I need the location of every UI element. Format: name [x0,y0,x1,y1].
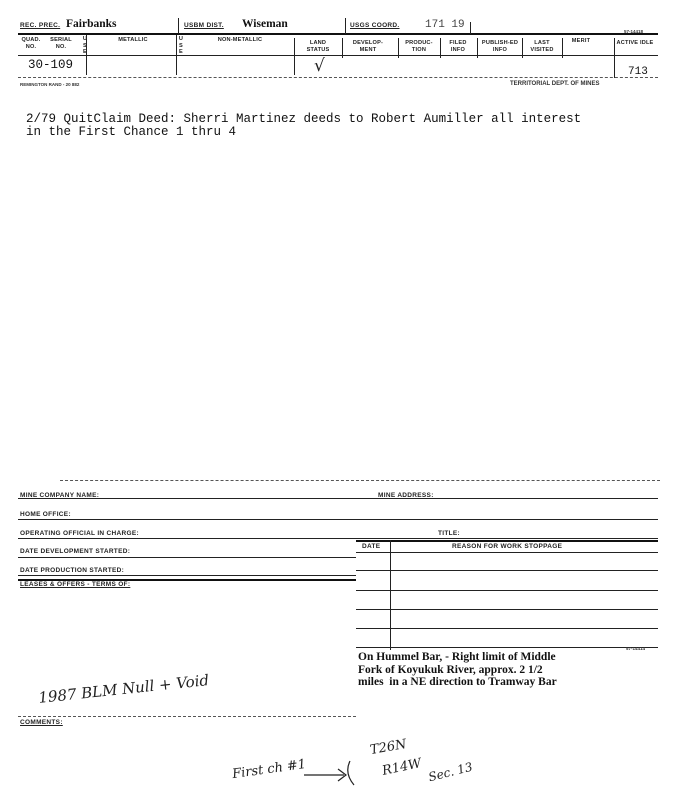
col-divider-merit [562,38,563,58]
land-status-mark: √ [314,56,325,76]
township-note: T26N [368,736,408,759]
stoppage-date-divider [390,540,391,650]
col-nonmetallic: NON-METALLIC [217,37,263,43]
col-divider-use-m [86,35,87,75]
col-divider-dev [342,38,343,58]
stoppage-row-4 [356,628,658,629]
form-number: 57-14418 [624,29,644,34]
footer-right-text: TERRITORIAL DEPT. OF MINES [510,81,600,87]
col-divider-use-nm [176,35,177,75]
col-divider-land [294,38,295,75]
date-development-label: DATE DEVELOPMENT STARTED: [20,548,131,555]
col-divider-pub [477,38,478,58]
col-last-visited: LAST VISITED [530,40,554,53]
stoppage-row-3 [356,609,658,610]
col-filed-info: FILED INFO [449,40,467,53]
col-merit: MERIT [571,38,591,44]
stoppage-reason-header: REASON FOR WORK STOPPAGE [452,543,563,550]
header-divider-1 [178,18,179,34]
usbm-dist-value: Wiseman [242,18,288,30]
operating-official-line [18,538,658,539]
col-use-nonmetallic: U S E [178,36,184,55]
range-note: R14W [380,756,423,779]
arrow-icon [300,757,360,787]
header-divider-2 [345,18,346,34]
form-number-2: 57-14414 [626,646,646,651]
col-active-idle: ACTIVE IDLE [616,40,654,46]
mine-address-label: MINE ADDRESS: [378,492,434,499]
title-label: TITLE: [438,530,461,537]
lower-form-top-dash [60,480,660,481]
comments-label: COMMENTS: [20,719,63,726]
col-land-status: LAND STATUS [306,40,330,53]
col-use-metallic: U S E [82,36,88,55]
col-quad-no: QUAD. NO. [21,37,41,50]
mine-company-name-label: MINE COMPANY NAME: [20,492,100,499]
location-note: On Hummel Bar, - Right limit of Middle Fork of Koyukuk River, approx. 2 1/2 miles in a NE direction to Tramway Bar [358,651,557,688]
col-divider-last [522,38,523,58]
col-development: DEVELOP-MENT [352,40,384,53]
header-divider-3 [470,22,471,34]
mine-company-line [18,498,658,499]
comments-line [18,716,356,717]
col-divider-prod [398,38,399,58]
leases-offers-label: LEASES & OFFERS - TERMS OF: [20,581,131,588]
operating-official-label: OPERATING OFFICIAL IN CHARGE: [20,530,139,537]
record-row-bottom [18,77,658,78]
home-office-label: HOME OFFICE: [20,511,71,518]
quad-serial-value: 30-109 [28,58,74,72]
rec-prec-label: REC. PREC. [20,22,61,29]
col-production: PRODUC-TION [405,40,433,53]
stoppage-table-top [356,540,658,542]
stoppage-date-header: DATE [362,543,381,550]
col-serial-no: SERIAL NO. [50,37,72,50]
footer-left-text: REMINGTON RAND - 20 882 [20,82,80,87]
stoppage-row-1 [356,570,658,571]
quitclaim-note: 2/79 QuitClaim Deed: Sherri Martinez deeds to Robert Aumiller all interest in the First Chance 1 thru 4 [26,112,582,139]
usbm-dist-label: USBM DIST. [184,22,224,29]
date-production-label: DATE PRODUCTION STARTED: [20,567,125,574]
col-divider-filed [440,38,441,58]
section-note: Sec. 13 [426,759,474,785]
stoppage-row-2 [356,590,658,591]
date-production-line [18,575,356,576]
home-office-line [18,519,658,520]
col-metallic: METALLIC [118,37,148,43]
header-top-border [18,33,658,35]
usgs-coord-label: USGS COORD. [350,22,400,29]
usgs-coord-value: 171 19 [425,19,465,31]
first-chance-note: First ch #1 [231,756,308,783]
col-published-info: PUBLISH-ED INFO [481,40,519,53]
active-idle-mark: 713 [628,66,648,78]
blm-null-void-note: 1987 BLM Null + Void [37,671,210,707]
date-development-line [18,557,356,558]
col-divider-active [614,38,615,78]
stoppage-row-5 [356,647,658,648]
rec-prec-value: Fairbanks [66,18,117,30]
stoppage-header-bottom [356,552,658,553]
